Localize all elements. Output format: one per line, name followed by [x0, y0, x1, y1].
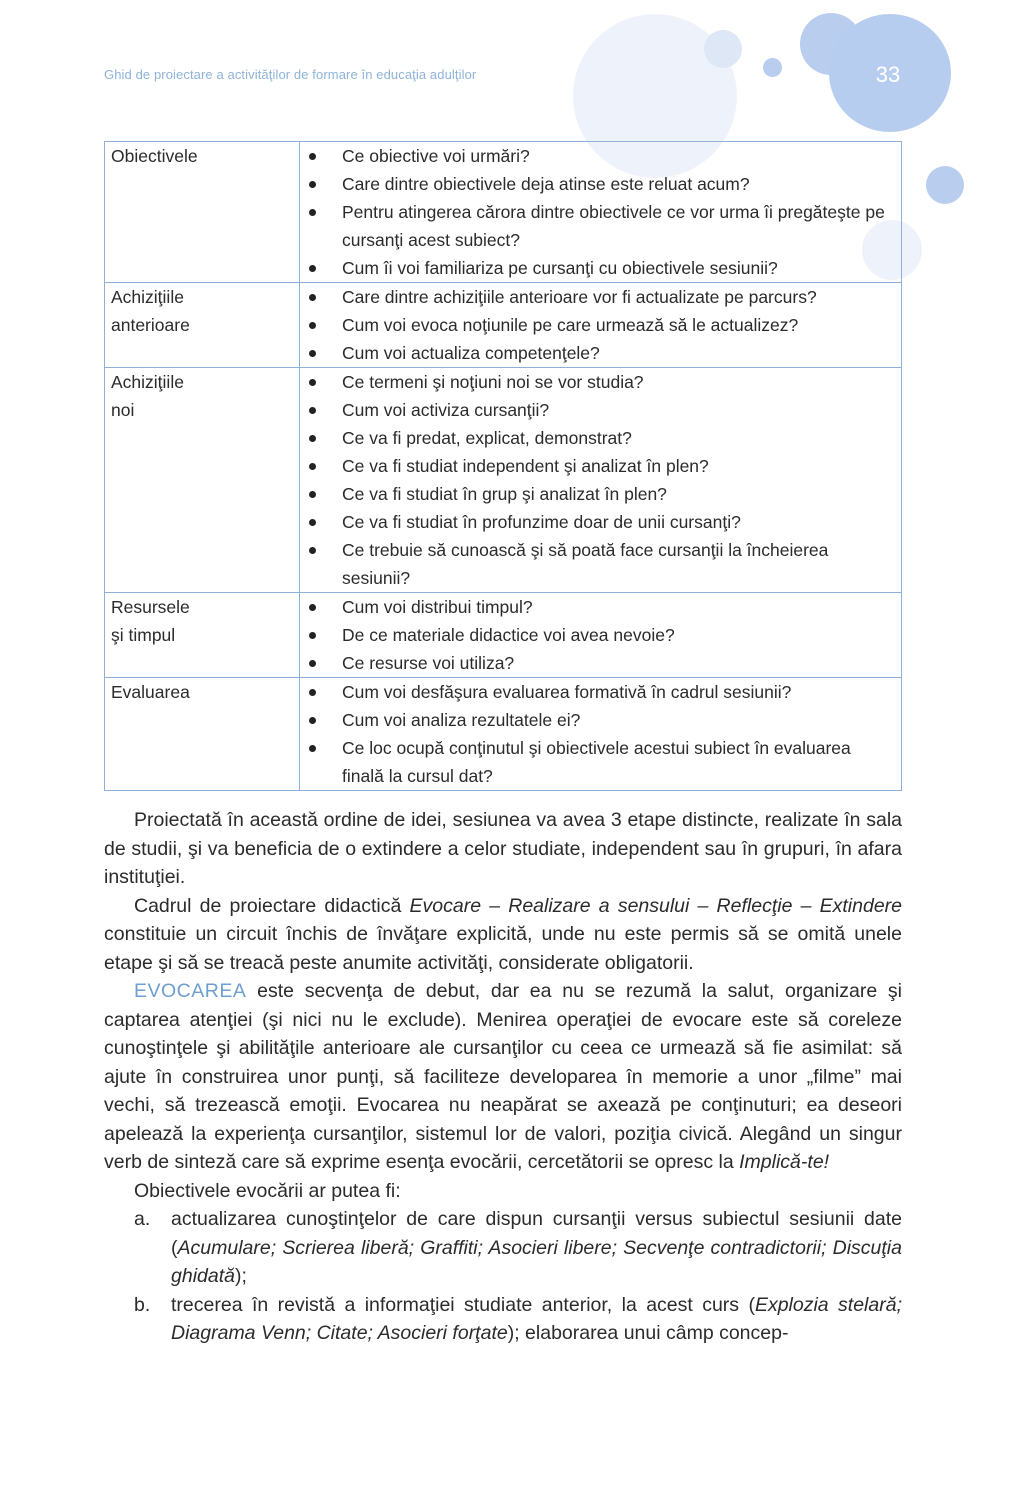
- paragraph-3-text: este secvenţa de debut, dar ea nu se rezumă la salut, organizare şi captarea atenţiei (şi nici nu le exclude). Menirea operaţiei de evocare este să coreleze cunoştinţele şi abilităţile anterioare ale cursanţilor cu ceea ce urmează să fie asimilat: să ajute în construirea unor punţi, să faciliteze developarea în memorie a unor „filme” mai vechi, să trezească emoţii. Evocarea nu neapărat se axează pe conţinuturi; ea deseori apelează la experienţa cursanţilor, sistemul lor de valori, poziţia civică. Alegând un singur verb de sinteză care să exprime esenţa evocării, cercetătorii se opresc la: [104, 980, 902, 1173]
- paragraph-1: Proiectată în această ordine de idei, sesiunea va avea 3 etape distincte, realizate în sala de studii, şi va beneficia de o extindere a celor studiate, independent sau în grupuri, în afara instituţiei.: [104, 809, 902, 888]
- main-text: [104, 806, 902, 1348]
- question-list: [300, 142, 901, 282]
- list-item-text: actualizarea cunoştinţelor de care dispun cursanţii versus subiectul sesiunii date (: [171, 1208, 902, 1259]
- question-item: Ce va fi studiat în grup şi analizat în plen?: [300, 480, 901, 508]
- row-label-cell: [105, 142, 300, 283]
- evocarea-keyword: EVOCAREA: [134, 980, 247, 1002]
- decor-bubble-dot: [763, 58, 782, 77]
- row-label-cell: [105, 368, 300, 593]
- row-questions-cell: [300, 142, 902, 283]
- table-row: [105, 368, 902, 593]
- table-row: [105, 283, 902, 368]
- list-item-emphasis: Acumulare; Scrierea liberă; Graffiti; Asocieri libere; Secvenţe contradictorii; Discuţia ghidată: [171, 1236, 902, 1287]
- paragraph-2-text-end: constituie un circuit închis de învăţare explicită, unde nu este permis să se omită unele etape şi să se treacă peste anumite activităţi, considerate obligatorii.: [104, 923, 902, 974]
- paragraph-3: [104, 977, 902, 1177]
- decor-bubble-side: [926, 166, 964, 204]
- list-item: [104, 1291, 902, 1348]
- question-item: Cum voi activiza cursanţii?: [300, 396, 901, 424]
- question-item: Cum îi voi familiariza pe cursanţi cu obiectivele sesiunii?: [300, 254, 901, 282]
- question-item: Cum voi actualiza competenţele?: [300, 339, 901, 367]
- question-list: [300, 283, 901, 367]
- row-questions-cell: [300, 283, 902, 368]
- question-list: [300, 593, 901, 677]
- row-label: Achiziţiile: [111, 372, 184, 392]
- row-questions-cell: [300, 678, 902, 791]
- question-item: Ce va fi studiat independent şi analizat în plen?: [300, 452, 901, 480]
- paragraph-3-emphasis: Implică-te!: [739, 1151, 830, 1173]
- row-label-cell: [105, 283, 300, 368]
- list-item: [104, 1205, 902, 1291]
- row-label: Evaluarea: [111, 682, 190, 702]
- paragraph-2-text: Cadrul de proiectare didactică: [134, 894, 410, 917]
- row-label-cell: [105, 678, 300, 791]
- row-questions-cell: [300, 368, 902, 593]
- paragraph-2: [104, 892, 902, 978]
- question-item: Ce loc ocupă conţinutul şi obiectivele acestui subiect în evaluarea finală la cursul dat?: [300, 734, 901, 790]
- table-row: [105, 142, 902, 283]
- question-item: Ce resurse voi utiliza?: [300, 649, 901, 677]
- question-item: Cum voi distribui timpul?: [300, 593, 901, 621]
- table-body: [105, 142, 902, 791]
- row-label: anterioare: [111, 315, 190, 335]
- objectives-list: [104, 1205, 902, 1348]
- question-item: Pentru atingerea cărora dintre obiectivele ce vor urma îi pregăteşte pe cursanţi acest subiect?: [300, 198, 901, 254]
- list-item-emphasis: Explozia stelară; Diagrama Venn; Citate; Asocieri forţate: [171, 1293, 902, 1344]
- question-item: Ce termeni şi noţiuni noi se vor studia?: [300, 368, 901, 396]
- question-item: Ce va fi studiat în profunzime doar de unii cursanţi?: [300, 508, 901, 536]
- question-item: Ce va fi predat, explicat, demonstrat?: [300, 424, 901, 452]
- list-item-text: trecerea în revistă a informaţiei studiate anterior, la acest curs (: [171, 1293, 755, 1316]
- row-label: Obiectivele: [111, 146, 198, 166]
- row-label: Achiziţiile: [111, 287, 184, 307]
- list-item-text-end: ); elaborarea unui câmp concep-: [507, 1322, 789, 1344]
- question-item: Cum voi evoca noţiunile pe care urmează să le actualizez?: [300, 311, 901, 339]
- question-item: De ce materiale didactice voi avea nevoie?: [300, 621, 901, 649]
- question-item: Care dintre achiziţiile anterioare vor fi actualizate pe parcurs?: [300, 283, 901, 311]
- row-questions-cell: [300, 593, 902, 678]
- question-item: Cum voi analiza rezultatele ei?: [300, 706, 901, 734]
- table-row: [105, 593, 902, 678]
- paragraph-4: Obiectivele evocării ar putea fi:: [134, 1179, 401, 1202]
- page-number: 33: [875, 62, 901, 87]
- question-item: Ce obiective voi urmări?: [300, 142, 901, 170]
- row-label-cell: [105, 593, 300, 678]
- question-item: Cum voi desfăşura evaluarea formativă în cadrul sesiunii?: [300, 678, 901, 706]
- question-list: [300, 678, 901, 790]
- question-item: Ce trebuie să cunoască şi să poată face cursanţii la încheierea sesiunii?: [300, 536, 901, 592]
- running-header-title: Ghid de proiectare a activităţilor de formare în educaţia adulţilor: [104, 67, 477, 82]
- row-label: Resursele: [111, 597, 190, 617]
- decor-bubble-small: [704, 30, 742, 68]
- row-label: noi: [111, 400, 135, 420]
- list-marker: b.: [134, 1293, 151, 1316]
- question-list: [300, 368, 901, 592]
- row-label: şi timpul: [111, 625, 176, 645]
- table-row: [105, 678, 902, 791]
- list-item-text-end: );: [234, 1265, 247, 1287]
- session-planning-table: [104, 141, 902, 791]
- list-marker: a.: [134, 1208, 151, 1230]
- paragraph-2-emphasis: Evocare – Realizare a sensului – Reflecţie – Extindere: [409, 894, 902, 917]
- question-item: Care dintre obiectivele deja atinse este reluat acum?: [300, 170, 901, 198]
